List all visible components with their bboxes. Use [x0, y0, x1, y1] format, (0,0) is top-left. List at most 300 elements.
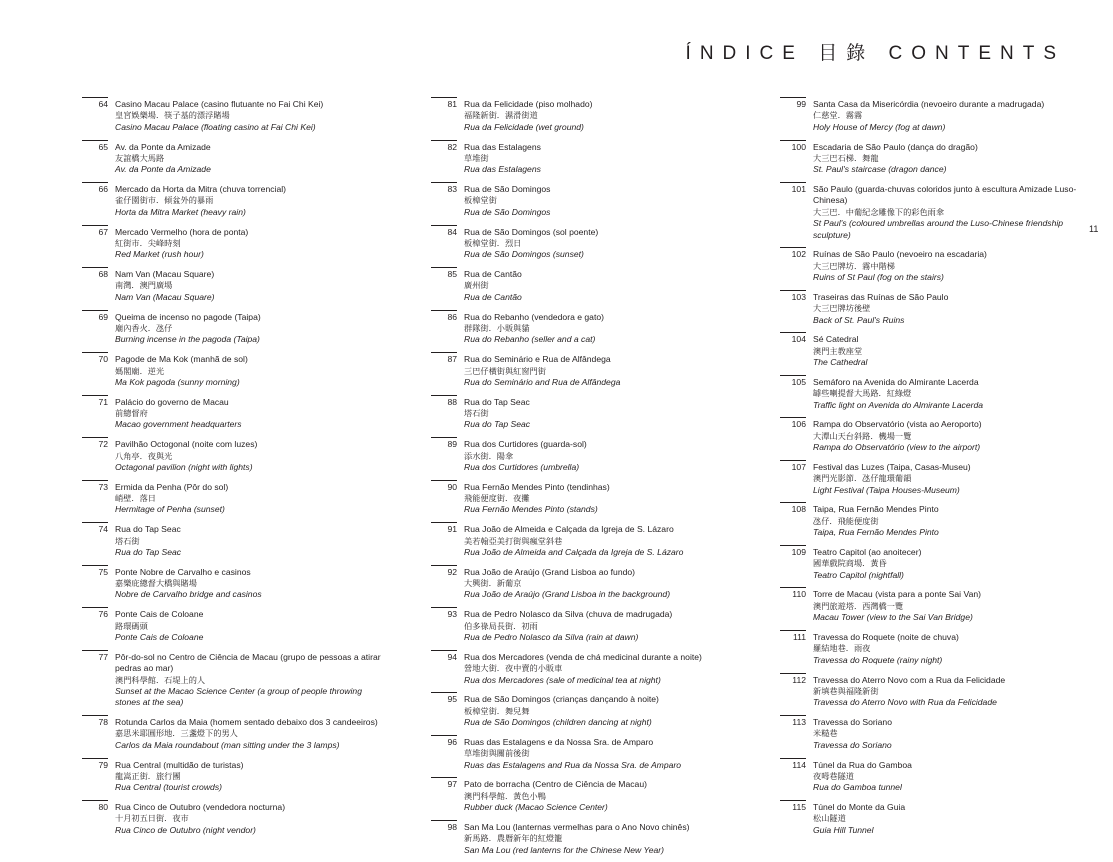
entry-title-chinese: 大三巴．中葡紀念雕像下的彩色雨傘 [813, 207, 945, 217]
entry-title-english: Rua de São Domingos (children dancing at night) [464, 717, 652, 728]
entry-title-english: Hermitage of Penha (sunset) [115, 504, 225, 515]
entry-title-portuguese: Rua de Cantão [464, 269, 522, 280]
entry-title-chinese: 龍嵩正街．旅行團 [115, 771, 181, 781]
entry-page-number: 82 [447, 141, 457, 152]
entry-title-chinese: 三巴仔橫街與紅窗門街 [464, 366, 546, 376]
entry-title-chinese: 松山隧道 [813, 814, 846, 824]
entry-title-chinese: 廣州街 [464, 281, 489, 291]
entry-page-number: 85 [447, 269, 457, 280]
entry-rule [780, 332, 806, 333]
entry-title-chinese: 仁慈堂．霧霧 [813, 111, 863, 121]
entry-title-english: St Paul's (coloured umbrellas around the Luso-Chinese friendship sculpture) [813, 218, 1064, 240]
entry-page-number: 104 [791, 334, 806, 345]
entry-title-english: Ruins of St Paul (fog on the stairs) [813, 272, 944, 283]
entry-title-chinese: 大潭山天台斜路．機場一覽 [813, 431, 912, 441]
contents-entry [82, 310, 382, 346]
entry-page-number: 68 [98, 269, 108, 280]
entry-title-portuguese: Rua do Tap Seac [115, 524, 181, 535]
contents-entry [431, 820, 731, 856]
entry-title-english: Nam Van (Macau Square) [115, 291, 215, 302]
entry-title-chinese: 媽閣廟．逆光 [115, 366, 165, 376]
entry-rule [82, 395, 108, 396]
entry-rule [82, 437, 108, 438]
entry-title-chinese: 草堆街 [464, 153, 489, 163]
entry-title-portuguese: Rua do Tap Seac [464, 396, 530, 407]
entry-title-portuguese: Rua dos Curtidores (guarda-sol) [464, 439, 587, 450]
entry-page-number: 101 [791, 184, 806, 195]
entry-title-portuguese: Av. da Ponte da Amizade [115, 141, 211, 152]
entry-title-english: Ruas das Estalagens and Rua da Nossa Sra. de Amparo [464, 759, 682, 770]
contents-entry [431, 650, 731, 686]
entry-title-english: Rua João de Almeida and Calçada da Igreja de S. Lázaro [464, 546, 684, 557]
entry-rule [82, 800, 108, 801]
entry-rule [780, 182, 806, 183]
entry-rule [431, 522, 457, 523]
entry-rule [431, 97, 457, 98]
entry-rule [431, 225, 457, 226]
contents-entry [780, 417, 1080, 453]
entry-title-chinese: 美若翰亞美打街與瘋堂斜巷 [464, 536, 563, 546]
entry-page-number: 79 [98, 759, 108, 770]
contents-entry [431, 692, 731, 728]
entry-page-number: 112 [792, 674, 806, 685]
entry-title-portuguese: Ponte Cais de Coloane [115, 609, 204, 620]
entry-rule [82, 267, 108, 268]
entry-title-portuguese: Pavilhão Octogonal (noite com luzes) [115, 439, 258, 450]
entry-title-chinese: 友誼橋大馬路 [115, 153, 165, 163]
entry-title-portuguese: Ruas das Estalagens e da Nossa Sra. de Amparo [464, 736, 654, 747]
entry-title-english: Rua de São Domingos [464, 206, 551, 217]
contents-entry [780, 97, 1080, 133]
entry-page-number: 94 [447, 651, 457, 662]
entry-rule [431, 267, 457, 268]
entry-page-number: 80 [98, 802, 108, 813]
entry-title-english: Teatro Capitol (nightfall) [813, 569, 904, 580]
entry-title-chinese: 大三巴牌坊．霧中階梯 [813, 261, 895, 271]
contents-entry [82, 182, 382, 218]
entry-page-number: 87 [447, 354, 457, 365]
entry-title-english: Rua das Estalagens [464, 164, 541, 175]
entry-title-english: Rua de Cantão [464, 291, 522, 302]
entry-title-portuguese: Traseiras das Ruínas de São Paulo [813, 291, 949, 302]
entry-rule [82, 715, 108, 716]
contents-column-3 [780, 97, 1080, 843]
entry-rule [431, 565, 457, 566]
entry-title-chinese: 板樟堂街．舞兒舞 [464, 706, 530, 716]
entry-title-portuguese: Pagode de Ma Kok (manhã de sol) [115, 354, 248, 365]
entry-title-english: Rubber duck (Macao Science Center) [464, 802, 608, 813]
entry-rule [82, 480, 108, 481]
entry-title-english: Burning incense in the pagoda (Taipa) [115, 334, 260, 345]
entry-rule [82, 650, 108, 651]
entry-title-chinese: 夜呣巷隧道 [813, 771, 854, 781]
contents-entry [431, 352, 731, 388]
entry-title-portuguese: Túnel do Monte da Guia [813, 802, 906, 813]
entry-title-english: Rua Cinco de Outubro (night vendor) [115, 824, 256, 835]
contents-entry [431, 480, 731, 516]
page-title: ÍNDICE 目錄 CONTENTS [685, 43, 1065, 64]
contents-entry [431, 140, 731, 176]
entry-title-chinese: 峭壁．落日 [115, 494, 156, 504]
entry-title-english: Nobre de Carvalho bridge and casinos [115, 589, 262, 600]
entry-title-portuguese: Travessa do Soriano [813, 717, 892, 728]
entry-title-chinese: 嘉樂庇總督大橋與賭場 [115, 579, 197, 589]
contents-entry [82, 715, 382, 751]
entry-page-number: 88 [447, 396, 457, 407]
entry-title-english: Traffic light on Avenida do Almirante Lacerda [813, 399, 984, 410]
entry-title-portuguese: Rua de São Domingos (sol poente) [464, 226, 599, 237]
entry-rule [780, 630, 806, 631]
entry-page-number: 78 [98, 717, 108, 728]
contents-entry [431, 777, 731, 813]
entry-title-portuguese: Nam Van (Macau Square) [115, 269, 215, 280]
entry-title-chinese: 氹仔．飛能便度街 [813, 516, 879, 526]
entry-title-english: Travessa do Aterro Novo with Rua da Felicidade [813, 697, 997, 708]
contents-entry [431, 267, 731, 303]
contents-entry [431, 735, 731, 771]
entry-title-portuguese: Rua de São Domingos [464, 184, 551, 195]
entry-title-chinese: 紅街市．尖峰時刻 [115, 238, 181, 248]
entry-title-portuguese: Palácio do governo de Macau [115, 396, 229, 407]
entry-title-english: Macao government headquarters [115, 419, 242, 430]
entry-title-english: Back of St. Paul's Ruins [813, 314, 905, 325]
entry-title-english: Rua dos Curtidores (umbrella) [464, 461, 580, 472]
entry-rule [431, 140, 457, 141]
contents-entry [780, 758, 1080, 794]
entry-title-english: San Ma Lou (red lanterns for the Chinese New Year) [464, 844, 664, 855]
entry-page-number: 73 [98, 481, 108, 492]
entry-title-english: Casino Macau Palace (floating casino at Fai Chi Kei) [115, 121, 316, 132]
entry-rule [82, 565, 108, 566]
entry-page-number: 111 [792, 632, 806, 642]
entry-title-chinese: 飛能便度街．夜攤 [464, 494, 530, 504]
entry-title-portuguese: Torre de Macau (vista para a ponte Sai Van) [813, 589, 981, 600]
entry-title-english: Ponte Cais de Coloane [115, 632, 204, 642]
contents-entry [82, 650, 382, 709]
contents-entry [431, 182, 731, 218]
entry-title-portuguese: Rua Fernão Mendes Pinto (tendinhas) [464, 481, 610, 492]
entry-page-number: 84 [447, 226, 457, 237]
contents-entry [780, 673, 1080, 709]
entry-rule [82, 352, 108, 353]
entry-title-portuguese: Rua da Felicidade (piso molhado) [464, 99, 593, 109]
entry-rule [780, 97, 806, 98]
entry-title-portuguese: Mercado Vermelho (hora de ponta) [115, 226, 249, 237]
page-number: 11 [1089, 224, 1099, 234]
entry-rule [82, 182, 108, 183]
entry-page-number: 109 [791, 546, 806, 557]
entry-page-number: 103 [791, 291, 806, 302]
entry-title-chinese: 國華戲院商場．黃昏 [813, 559, 887, 569]
contents-entry [780, 247, 1080, 283]
entry-title-english: Rua do Tap Seac [115, 546, 182, 557]
entry-title-chinese: 南灣．澳門廣場 [115, 281, 173, 291]
contents-entry [82, 480, 382, 516]
entry-title-english: Rua do Rebanho (seller and a cat) [464, 334, 596, 345]
entry-title-chinese: 澳門光影節．氹仔龍環葡韻 [813, 474, 912, 484]
entry-page-number: 107 [791, 461, 806, 472]
entry-title-english: Rua Fernão Mendes Pinto (stands) [464, 504, 598, 515]
entry-page-number: 70 [98, 354, 108, 365]
contents-entry [431, 97, 731, 133]
entry-title-chinese: 草堆街與關前後街 [464, 749, 530, 759]
entry-page-number: 71 [98, 396, 108, 407]
entry-rule [780, 545, 806, 546]
entry-page-number: 86 [447, 311, 457, 322]
entry-rule [780, 800, 806, 801]
entry-rule [780, 587, 806, 588]
entry-title-chinese: 塔石街 [464, 409, 489, 419]
contents-entry [780, 715, 1080, 751]
entry-title-chinese: 路環碼頭 [115, 621, 148, 631]
entry-page-number: 110 [792, 589, 806, 600]
entry-title-portuguese: San Ma Lou (lanternas vermelhas para o Ano Novo chinês) [464, 821, 690, 832]
entry-title-chinese: 澳門旅遊塔．西灣橋一覽 [813, 601, 904, 611]
entry-title-chinese: 群隊街．小販與貓 [464, 323, 530, 333]
entry-rule [431, 820, 457, 821]
contents-entry [82, 437, 382, 473]
contents-entry [780, 587, 1080, 623]
entry-page-number: 99 [796, 99, 806, 109]
entry-page-number: 115 [792, 802, 806, 813]
entry-title-portuguese: Rua Central (multidão de turistas) [115, 759, 244, 770]
entry-title-english: Rua da Felicidade (wet ground) [464, 121, 584, 132]
entry-title-portuguese: Pôr-do-sol no Centro de Ciência de Macau (grupo de pessoas a atirar pedras ao mar) [115, 651, 381, 674]
entry-title-english: Rua Central (tourist crowds) [115, 782, 222, 793]
entry-rule [431, 182, 457, 183]
contents-column-1 [82, 97, 382, 843]
contents-entry [780, 375, 1080, 411]
entry-title-english: Rua João de Araújo (Grand Lisboa in the background) [464, 589, 671, 600]
entry-title-chinese: 伯多祿局長街．初雨 [464, 621, 538, 631]
entry-title-chinese: 米糙巷 [813, 729, 838, 739]
entry-page-number: 102 [791, 249, 806, 260]
entry-title-chinese: 澳門主教座堂 [813, 346, 863, 356]
entry-page-number: 105 [791, 376, 806, 387]
entry-page-number: 72 [98, 439, 108, 450]
entry-title-english: Guia Hill Tunnel [813, 824, 874, 835]
entry-title-portuguese: Rampa do Observatório (vista ao Aeroporto) [813, 419, 982, 430]
contents-entry [431, 310, 731, 346]
entry-title-chinese: 板樟堂街．烈日 [464, 238, 522, 248]
entry-title-english: Horta da Mitra Market (heavy rain) [115, 206, 246, 217]
entry-title-portuguese: Festival das Luzes (Taipa, Casas-Museu) [813, 461, 971, 472]
contents-entry [780, 630, 1080, 666]
entry-title-chinese: 罅些喇提督大馬路．紅綠燈 [813, 389, 912, 399]
contents-entry [431, 522, 731, 558]
entry-title-portuguese: Escadaria de São Paulo (dança do dragão) [813, 141, 978, 152]
entry-page-number: 67 [98, 226, 108, 237]
entry-title-english: Travessa do Roquete (rainy night) [813, 654, 943, 665]
entry-title-portuguese: Rotunda Carlos da Maia (homem sentado debaixo dos 3 candeeiros) [115, 717, 378, 728]
entry-page-number: 95 [447, 694, 457, 705]
entry-page-number: 113 [792, 717, 806, 728]
entry-page-number: 108 [791, 504, 806, 515]
entry-title-portuguese: Rua Cinco de Outubro (vendedora nocturna) [115, 802, 286, 813]
entry-rule [780, 290, 806, 291]
entry-title-english: The Cathedral [813, 357, 868, 368]
entry-rule [431, 480, 457, 481]
entry-title-portuguese: Taipa, Rua Fernão Mendes Pinto [813, 504, 939, 515]
entry-title-portuguese: Queima de incenso no pagode (Taipa) [115, 311, 261, 322]
entry-title-portuguese: Rua do Seminário e Rua de Alfândega [464, 354, 611, 365]
entry-title-portuguese: São Paulo (guarda-chuvas coloridos junto à escultura Amizade Luso-Chinesa) [813, 184, 1077, 206]
entry-page-number: 92 [447, 566, 457, 577]
contents-entry [82, 607, 382, 643]
entry-title-english: Light Festival (Taipa Houses-Museum) [813, 484, 960, 495]
contents-entry [82, 225, 382, 261]
entry-title-english: Rua do Gamboa tunnel [813, 782, 902, 793]
contents-entry [82, 565, 382, 601]
entry-rule [431, 352, 457, 353]
entry-rule [431, 777, 457, 778]
entry-page-number: 98 [447, 821, 457, 832]
entry-rule [82, 140, 108, 141]
contents-entry [82, 758, 382, 794]
entry-title-portuguese: Travessa do Aterro Novo com a Rua da Felicidade [813, 674, 1006, 685]
entry-rule [780, 502, 806, 503]
entry-title-portuguese: Túnel da Rua do Gamboa [813, 759, 912, 770]
entry-page-number: 114 [792, 759, 806, 770]
entry-page-number: 75 [98, 566, 108, 577]
entry-title-portuguese: Santa Casa da Misericórdia (nevoeiro durante a madrugada) [813, 99, 1045, 109]
entry-page-number: 77 [98, 651, 108, 662]
entry-page-number: 74 [98, 524, 108, 535]
entry-page-number: 66 [98, 184, 108, 195]
entry-title-portuguese: Rua do Rebanho (vendedora e gato) [464, 311, 604, 322]
contents-entry [780, 182, 1080, 241]
entry-title-english: Holy House of Mercy (fog at dawn) [813, 121, 946, 132]
entry-title-english: Ma Kok pagoda (sunny morning) [115, 376, 240, 387]
entry-page-number: 106 [791, 419, 806, 430]
entry-title-portuguese: Pato de borracha (Centro de Ciência de Macau) [464, 779, 647, 790]
entry-title-chinese: 澳門科學館．黃色小鴨 [464, 791, 546, 801]
entry-rule [431, 692, 457, 693]
entry-rule [780, 715, 806, 716]
entry-title-portuguese: Ermida da Penha (Pôr do sol) [115, 481, 229, 492]
entry-title-portuguese: Sé Catedral [813, 334, 859, 345]
entry-rule [431, 735, 457, 736]
entry-page-number: 91 [447, 524, 457, 535]
entry-rule [780, 247, 806, 248]
entry-rule [780, 375, 806, 376]
entry-title-english: Av. da Ponte da Amizade [115, 164, 211, 175]
contents-entry [780, 800, 1080, 836]
entry-title-portuguese: Casino Macau Palace (casino flutuante no Fai Chi Kei) [115, 99, 324, 109]
contents-entry [82, 395, 382, 431]
entry-title-portuguese: Rua dos Mercadores (venda de chá medicinal durante a noite) [464, 651, 702, 662]
contents-entry [431, 565, 731, 601]
entry-title-chinese: 澳門科學館．石堤上的人 [115, 675, 206, 685]
entry-title-portuguese: Rua João de Almeida e Calçada da Igreja de S. Lázaro [464, 524, 674, 535]
contents-column-2 [431, 97, 731, 862]
entry-rule [431, 607, 457, 608]
entry-title-portuguese: Rua de São Domingos (crianças dançando à noite) [464, 694, 659, 705]
entry-title-chinese: 十月初五日街．夜市 [115, 814, 189, 824]
entry-title-portuguese: Rua das Estalagens [464, 141, 541, 152]
entry-title-chinese: 皇宮娛樂場．筷子基的漂浮賭場 [115, 111, 230, 121]
entry-rule [780, 140, 806, 141]
entry-title-chinese: 前總督府 [115, 409, 148, 419]
entry-title-chinese: 新填巷與福隆新街 [813, 686, 879, 696]
entry-title-chinese: 大興街．新葡京 [464, 579, 522, 589]
entry-title-portuguese: Rua João de Araújo (Grand Lisboa ao fundo) [464, 566, 636, 577]
entry-title-english: Travessa do Soriano [813, 739, 892, 750]
entry-rule [82, 225, 108, 226]
contents-entry [82, 522, 382, 558]
entry-title-english: Rua do Tap Seac [464, 419, 531, 430]
entry-title-portuguese: Ponte Nobre de Carvalho e casinos [115, 566, 251, 577]
entry-title-english: St. Paul's staircase (dragon dance) [813, 164, 947, 175]
entry-page-number: 81 [447, 99, 457, 109]
entry-page-number: 93 [447, 609, 457, 620]
entry-rule [82, 522, 108, 523]
entry-title-chinese: 大三巴牌坊後壁 [813, 304, 871, 314]
entry-title-english: Carlos da Maia roundabout (man sitting under the 3 lamps) [115, 739, 340, 750]
contents-entry [82, 800, 382, 836]
entry-title-english: Sunset at the Macao Science Center (a group of people throwing stones at the sea) [115, 685, 362, 708]
entry-rule [82, 758, 108, 759]
contents-entry [82, 97, 382, 133]
entry-title-english: Octagonal pavilion (night with lights) [115, 461, 253, 472]
entry-title-chinese: 廟內香火．氹仔 [115, 323, 173, 333]
entry-title-portuguese: Semáforo na Avenida do Almirante Lacerda [813, 376, 979, 387]
contents-entry [780, 545, 1080, 581]
entry-page-number: 64 [98, 99, 108, 109]
entry-page-number: 76 [98, 609, 108, 620]
entry-title-chinese: 福隆新街．濕滑街道 [464, 111, 538, 121]
contents-entry [780, 332, 1080, 368]
contents-entry [780, 460, 1080, 496]
entry-title-english: Red Market (rush hour) [115, 249, 204, 260]
entry-title-portuguese: Travessa do Roquete (noite de chuva) [813, 632, 959, 642]
contents-entry [780, 502, 1080, 538]
entry-page-number: 83 [447, 184, 457, 195]
entry-rule [82, 607, 108, 608]
entry-title-english: Rampa do Observatório (view to the airport) [813, 442, 981, 453]
entry-page-number: 69 [98, 311, 108, 322]
entry-title-chinese: 雀仔園街市．傾盆外的暴雨 [115, 196, 214, 206]
contents-entry [780, 140, 1080, 176]
entry-rule [780, 673, 806, 674]
entry-title-chinese: 新馬路．農曆新年的紅燈籠 [464, 834, 563, 844]
contents-entry [780, 290, 1080, 326]
entry-page-number: 97 [447, 779, 457, 790]
entry-title-english: Taipa, Rua Fernão Mendes Pinto [813, 527, 939, 538]
entry-page-number: 100 [791, 141, 806, 152]
entry-rule [780, 417, 806, 418]
entry-title-english: Rua de São Domingos (sunset) [464, 249, 584, 260]
entry-title-chinese: 羅結地巷．雨夜 [813, 644, 871, 654]
entry-rule [82, 97, 108, 98]
entry-title-chinese: 營地大街．夜中賣的小販車 [464, 664, 563, 674]
contents-entry [431, 395, 731, 431]
entry-page-number: 96 [447, 736, 457, 747]
entry-title-english: Rua de Pedro Nolasco da Silva (rain at dawn) [464, 632, 639, 642]
entry-title-chinese: 塔石街 [115, 536, 140, 546]
entry-rule [780, 758, 806, 759]
contents-entry [82, 267, 382, 303]
entry-rule [431, 650, 457, 651]
entry-title-portuguese: Mercado da Horta da Mitra (chuva torrencial) [115, 184, 286, 195]
entry-page-number: 89 [447, 439, 457, 450]
contents-entry [82, 140, 382, 176]
entry-title-portuguese: Rua de Pedro Nolasco da Silva (chuva de madrugada) [464, 609, 673, 620]
entry-title-english: Rua dos Mercadores (sale of medicinal tea at night) [464, 674, 661, 685]
entry-title-portuguese: Teatro Capitol (ao anoitecer) [813, 546, 922, 557]
entry-title-chinese: 八角亭．夜與光 [115, 451, 173, 461]
entry-title-english: Rua do Seminário and Rua de Alfândega [464, 376, 621, 387]
